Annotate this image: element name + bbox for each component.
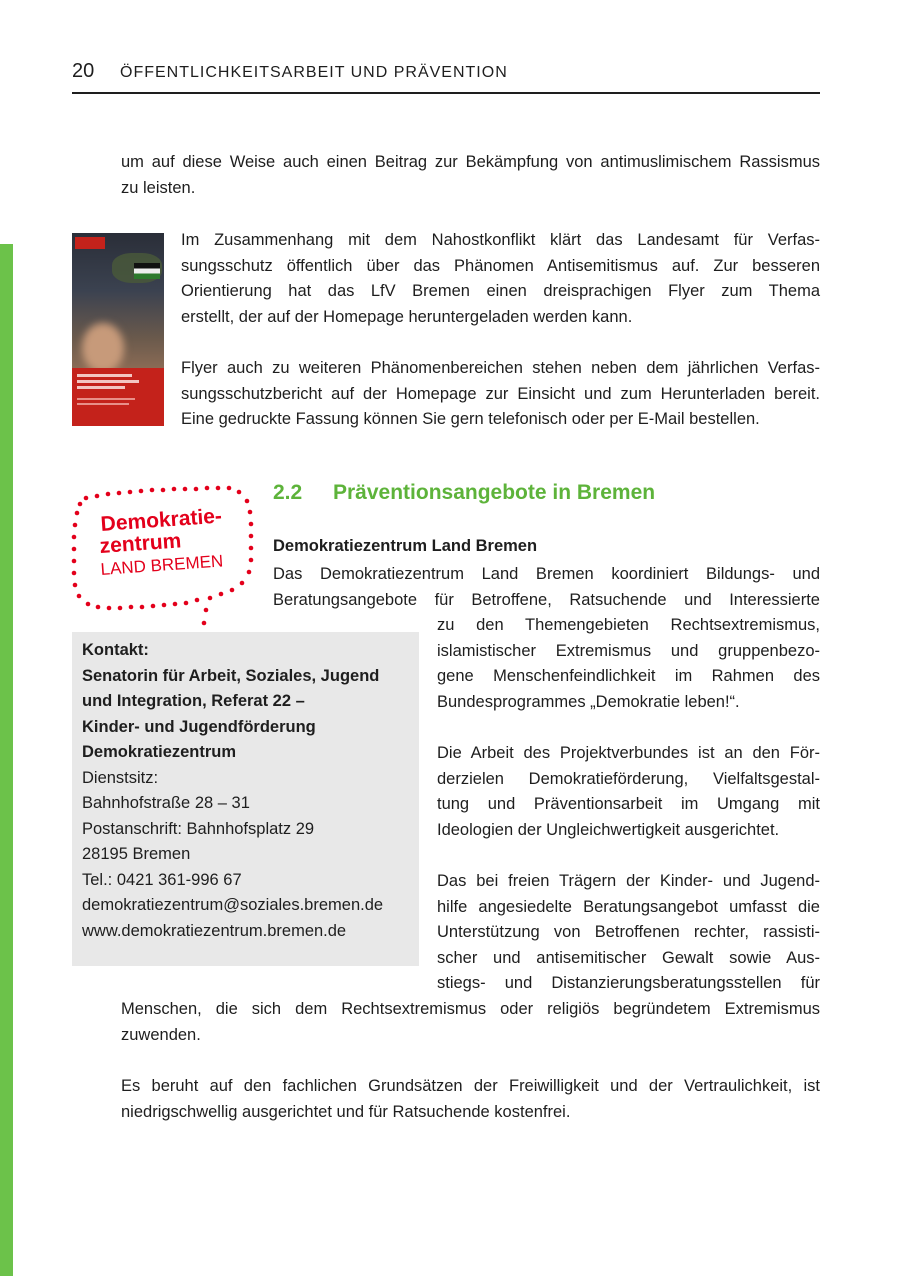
contact-box [72, 632, 419, 966]
intro-paragraph: um auf diese Weise auch einen Beitrag zur Bekämpfung von antimuslimischem Rassismus zu leisten. [121, 153, 820, 197]
contact-address-line: Dienstsitz: [82, 768, 159, 787]
flyer-paragraph-1: Im Zusammenhang mit dem Nahostkonflikt klärt das Landesamt für Verfas- sungsschutz öffentlich über das Phänomen Antisemitismus auf. Zur besseren Orientierung hat das LfV Bremen einen dreisprachigen Flyer zum Thema erstellt, der auf der Homepage heruntergeladen werden kann. [181, 231, 820, 326]
logo-line-2: zentrum [98, 529, 183, 558]
contact-website[interactable]: www.demokratiezentrum.bremen.de [82, 921, 347, 940]
contact-org-line: Senatorin für Arbeit, Soziales, Jugend [82, 666, 380, 685]
contact-email[interactable]: demokratiezentrum@soziales.bremen.de [82, 896, 384, 914]
section-title: Präventionsangebote in Bremen [333, 481, 656, 504]
demokratiezentrum-logo [66, 480, 266, 640]
main-column-paragraph-1: zu den Themengebieten Rechtsextremismus, islamistischer Extremismus und gruppenbezo- gene Menschenfeindlichkeit im Rahmen des Bundesprogrammes „Demokratie leben!“. [437, 616, 820, 711]
contact-heading: Kontakt: [82, 641, 149, 659]
contact-address-line: Postanschrift: Bahnhofsplatz 29 [82, 819, 315, 838]
section-heading [273, 481, 655, 505]
section-number: 2.2 [273, 481, 303, 504]
flyer-logo-icon [75, 237, 105, 249]
page-number: 20 [72, 60, 95, 82]
contact-phone: Tel.: 0421 361-996 67 [82, 870, 242, 889]
contact-org-line: Kinder- und Jugendförderung [82, 717, 316, 736]
main-column-paragraph-2: Die Arbeit des Projektverbundes ist an den För- derzielen Demokratieförderung, Vielfaltsgestal- tung und Präventionsarbeit im Umgang mit Ideologien der Ungleichwertigkeit ausgerichtet. [437, 744, 820, 839]
main-top-paragraph: Das Demokratiezentrum Land Bremen koordiniert Bildungs- und Beratungsangebote für Betroffene, Ratsuchende und Interessierte [273, 565, 820, 609]
continuation-paragraph: Menschen, die sich dem Rechtsextremismus oder religiös begründetem Extremismus zuwenden. [121, 1000, 820, 1044]
antisemitism-flyer-image [72, 233, 164, 426]
contact-address-line: 28195 Bremen [82, 845, 191, 863]
contact-org-line: Demokratiezentrum [82, 743, 237, 761]
contact-org-line: und Integration, Referat 22 – [82, 692, 305, 710]
contact-address-line: Bahnhofstraße 28 – 31 [82, 794, 250, 812]
flag-icon [134, 263, 160, 279]
closing-paragraph: Es beruht auf den fachlichen Grundsätzen der Freiwilligkeit und der Vertraulichkeit, ist niedrigschwellig ausgerichtet und für Ratsuchende kostenfrei. [121, 1077, 820, 1121]
main-column-paragraph-3: Das bei freien Trägern der Kinder- und Jugend- hilfe angesiedelte Beratungsangebot umfasst die Unterstützung von Betroffenen rechter, rassisti- scher und antisemitischer Gewalt sowie Aus- stiegs- und Distanzierungsberatungsstellen für [437, 872, 820, 992]
page-header [72, 58, 820, 94]
subheading: Demokratiezentrum Land Bremen [273, 537, 538, 555]
logo-line-3: LAND BREMEN [100, 551, 224, 579]
green-margin-bar [0, 244, 13, 1276]
logo-line-1: Demokratie- [99, 504, 223, 536]
running-head: ÖFFENTLICHKEITSARBEIT UND PRÄVENTION [120, 64, 508, 81]
flyer-paragraph-2: Flyer auch zu weiteren Phänomenbereichen stehen neben dem jährlichen Verfas- sungsschutzbericht auf der Homepage zur Einsicht und zum Herunterladen bereit. Eine gedruckte Fassung können Sie gern telefonisch oder per E-Mail bestellen. [181, 359, 820, 428]
